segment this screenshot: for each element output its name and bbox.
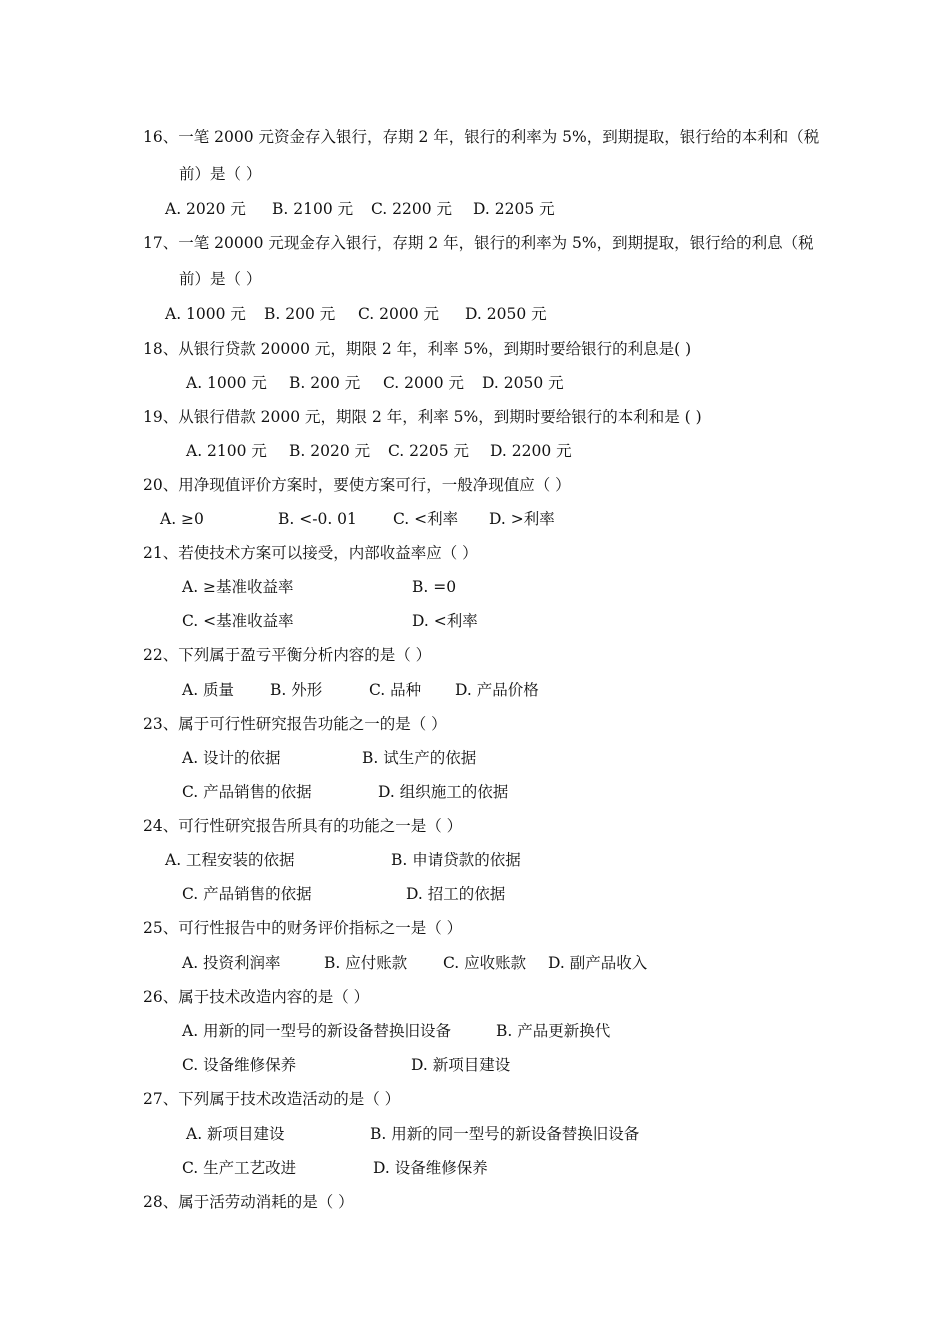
question-18-stem: 18、从银行贷款 20000 元，期限 2 年，利率 5%，到期时要给银行的利息是( ) bbox=[143, 340, 692, 358]
question-20-option-a: A. ≥0 bbox=[160, 510, 204, 528]
question-21-stem: 21、若使技术方案可以接受，内部收益率应（ ） bbox=[143, 544, 478, 562]
question-16-option-a: A. 2020 元 bbox=[165, 200, 246, 218]
question-25-option-c: C. 应收账款 bbox=[443, 954, 527, 972]
question-22-option-d: D. 产品价格 bbox=[455, 681, 539, 699]
question-25-option-b: B. 应付账款 bbox=[324, 954, 408, 972]
question-22-stem: 22、下列属于盈亏平衡分析内容的是（ ） bbox=[143, 646, 432, 664]
question-20-option-b: B. <-0. 01 bbox=[278, 510, 357, 528]
question-26-stem: 26、属于技术改造内容的是（ ） bbox=[143, 988, 370, 1006]
question-22-option-a: A. 质量 bbox=[182, 681, 235, 699]
question-23-stem: 23、属于可行性研究报告功能之一的是（ ） bbox=[143, 715, 447, 733]
question-21-option-c: C. <基准收益率 bbox=[182, 612, 294, 630]
question-22-option-c: C. 品种 bbox=[369, 681, 422, 699]
question-18-option-b: B. 200 元 bbox=[289, 374, 361, 392]
question-17-option-d: D. 2050 元 bbox=[465, 305, 547, 323]
question-27-option-a: A. 新项目建设 bbox=[186, 1125, 285, 1143]
question-24-option-d: D. 招工的依据 bbox=[406, 885, 506, 903]
question-17-option-b: B. 200 元 bbox=[264, 305, 336, 323]
question-19-option-c: C. 2205 元 bbox=[388, 442, 470, 460]
question-20-option-d: D. >利率 bbox=[489, 510, 555, 528]
question-21-option-b: B. =0 bbox=[412, 578, 457, 596]
question-24-option-a: A. 工程安装的依据 bbox=[165, 851, 295, 869]
question-20-option-c: C. <利率 bbox=[393, 510, 459, 528]
question-16-option-d: D. 2205 元 bbox=[473, 200, 555, 218]
question-24-option-b: B. 申请贷款的依据 bbox=[391, 851, 521, 869]
question-19-option-d: D. 2200 元 bbox=[490, 442, 572, 460]
question-26-option-c: C. 设备维修保养 bbox=[182, 1056, 297, 1074]
question-16-stem-cont: 前）是（ ） bbox=[179, 165, 262, 183]
question-25-stem: 25、可行性报告中的财务评价指标之一是（ ） bbox=[143, 919, 463, 937]
question-26-option-a: A. 用新的同一型号的新设备替换旧设备 bbox=[182, 1022, 452, 1040]
question-27-option-d: D. 设备维修保养 bbox=[373, 1159, 488, 1177]
question-16-stem: 16、一笔 2000 元资金存入银行，存期 2 年，银行的利率为 5%，到期提取，银行给的本利和（税 bbox=[143, 128, 820, 146]
question-18-option-d: D. 2050 元 bbox=[482, 374, 564, 392]
question-26-option-b: B. 产品更新换代 bbox=[496, 1022, 611, 1040]
question-21-option-d: D. <利率 bbox=[412, 612, 478, 630]
question-19-option-a: A. 2100 元 bbox=[186, 442, 267, 460]
question-19-option-b: B. 2020 元 bbox=[289, 442, 371, 460]
question-18-option-a: A. 1000 元 bbox=[186, 374, 267, 392]
question-27-option-b: B. 用新的同一型号的新设备替换旧设备 bbox=[370, 1125, 640, 1143]
question-24-stem: 24、可行性研究报告所具有的功能之一是（ ） bbox=[143, 817, 463, 835]
question-20-stem: 20、用净现值评价方案时，要使方案可行，一般净现值应（ ） bbox=[143, 476, 571, 494]
question-26-option-d: D. 新项目建设 bbox=[411, 1056, 511, 1074]
question-23-option-b: B. 试生产的依据 bbox=[362, 749, 477, 767]
question-16-option-c: C. 2200 元 bbox=[371, 200, 453, 218]
question-19-stem: 19、从银行借款 2000 元，期限 2 年，利率 5%，到期时要给银行的本利和是 ( ) bbox=[143, 408, 702, 426]
question-16-option-b: B. 2100 元 bbox=[272, 200, 354, 218]
question-27-option-c: C. 生产工艺改进 bbox=[182, 1159, 297, 1177]
question-27-stem: 27、下列属于技术改造活动的是（ ） bbox=[143, 1090, 401, 1108]
question-24-option-c: C. 产品销售的依据 bbox=[182, 885, 312, 903]
question-23-option-a: A. 设计的依据 bbox=[182, 749, 281, 767]
question-22-option-b: B. 外形 bbox=[270, 681, 323, 699]
question-17-stem-cont: 前）是（ ） bbox=[179, 270, 262, 288]
question-17-stem: 17、一笔 20000 元现金存入银行，存期 2 年，银行的利率为 5%，到期提取，银行给的利息（税 bbox=[143, 234, 814, 252]
question-25-option-d: D. 副产品收入 bbox=[548, 954, 648, 972]
question-23-option-d: D. 组织施工的依据 bbox=[378, 783, 509, 801]
question-23-option-c: C. 产品销售的依据 bbox=[182, 783, 312, 801]
question-17-option-c: C. 2000 元 bbox=[358, 305, 440, 323]
question-28-stem: 28、属于活劳动消耗的是（ ） bbox=[143, 1193, 354, 1211]
question-21-option-a: A. ≥基准收益率 bbox=[182, 578, 294, 596]
question-17-option-a: A. 1000 元 bbox=[165, 305, 246, 323]
question-25-option-a: A. 投资利润率 bbox=[182, 954, 281, 972]
question-18-option-c: C. 2000 元 bbox=[383, 374, 465, 392]
